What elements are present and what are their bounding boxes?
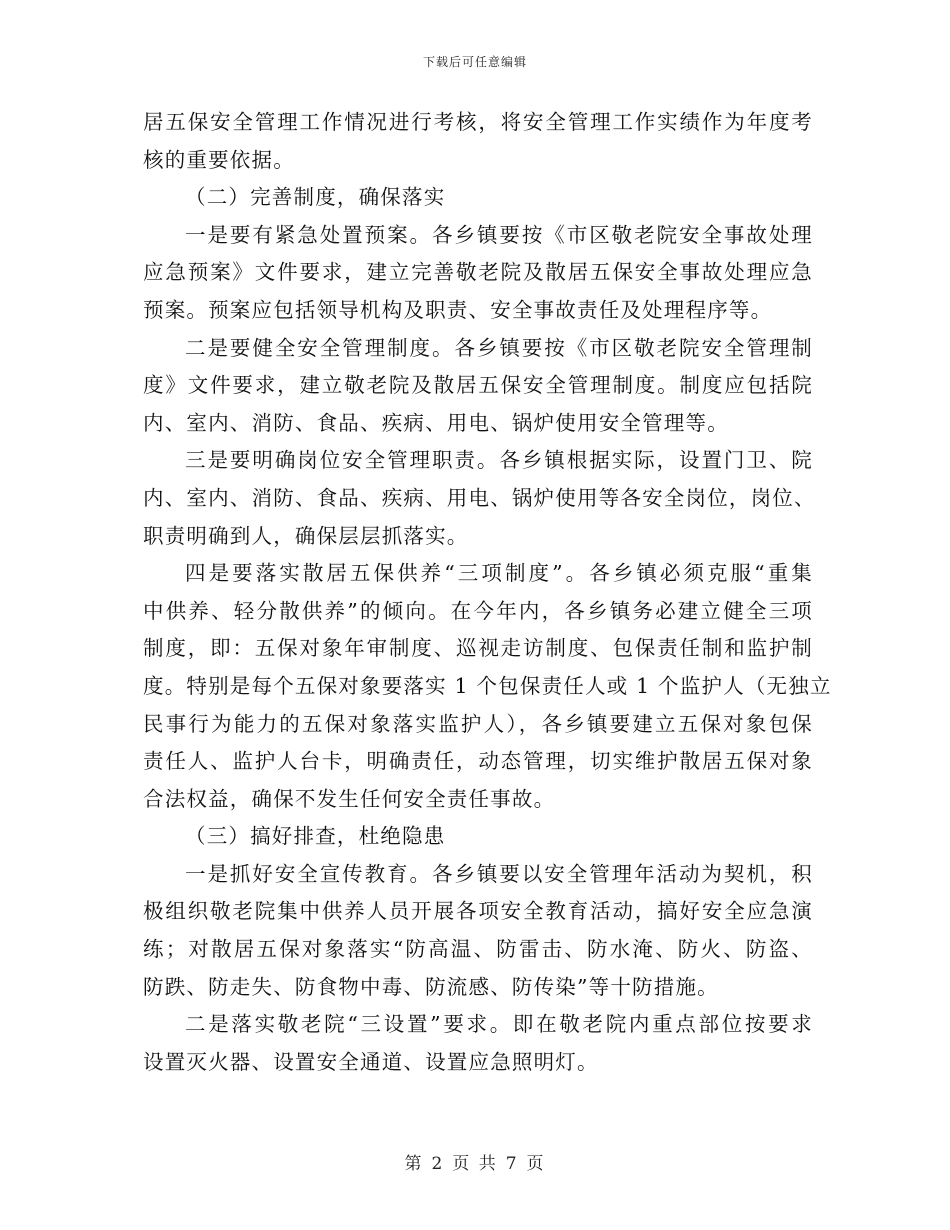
text-line: 民事行为能力的五保对象落实监护人），各乡镇要建立五保对象包保: [143, 711, 813, 736]
text-line: 三是要明确岗位安全管理职责。各乡镇根据实际，设置门卫、院: [185, 448, 813, 473]
page-header: 下载后可任意编辑: [422, 55, 527, 69]
text-line: 一是抓好安全宣传教育。各乡镇要以安全管理年活动为契机，积: [185, 861, 813, 886]
text-line: 职责明确到人，确保层层抓落实。: [143, 523, 469, 548]
text-line: 设置灭火器、设置安全通道、设置应急照明灯。: [143, 1049, 599, 1074]
text-line: 极组织敬老院集中供养人员开展各项安全教育活动，搞好安全应急演: [143, 899, 813, 924]
footer-middle: 页 共: [452, 1154, 498, 1174]
text-line: 一是要有紧急处置预案。各乡镇要按《市区敬老院安全事故处理: [185, 222, 813, 247]
text-line: 内、室内、消防、食品、疾病、用电、锅炉使用安全管理等。: [143, 410, 729, 435]
text-line: 二是落实敬老院“三设置”要求。即在敬老院内重点部位按要求: [185, 1012, 813, 1037]
text-line: 核的重要依据。: [143, 147, 295, 172]
text-line: 二是要健全安全管理制度。各乡镇要按《市区敬老院安全管理制: [185, 335, 813, 360]
text-line: （三）搞好排查，杜绝隐患: [185, 824, 446, 849]
text-line: 居五保安全管理工作情况进行考核，将安全管理工作实绩作为年度考: [143, 110, 813, 134]
text-line: 合法权益，确保不发生任何安全责任事故。: [143, 786, 556, 811]
text-line: （二）完善制度，确保落实: [185, 185, 446, 210]
document-body: [143, 104, 832, 1081]
text-line: 应急预案》文件要求，建立完善敬老院及散居五保安全事故处理应急: [143, 260, 813, 285]
text-line: 练；对散居五保对象落实“防高温、防雷击、防水淹、防火、防盗、: [143, 937, 813, 962]
text-line: 制度，即：五保对象年审制度、巡视走访制度、包保责任制和监护制: [143, 636, 813, 661]
text-line: 中供养、轻分散供养”的倾向。在今年内，各乡镇务必建立健全三项: [143, 598, 813, 623]
text-line: 内、室内、消防、食品、疾病、用电、锅炉使用等各安全岗位，岗位、: [143, 485, 816, 510]
page-footer: [0, 1153, 950, 1175]
total-pages-number: 7: [505, 1154, 519, 1174]
text-line: 责任人、监护人台卡，明确责任，动态管理，切实维护散居五保对象: [143, 749, 813, 774]
text-line: 度。特别是每个五保对象要落实 1 个包保责任人或 1 个监护人（无独立: [143, 673, 832, 698]
text-line: 防跌、防走失、防食物中毒、防流感、防传染”等十防措施。: [143, 974, 719, 999]
footer-suffix: 页: [526, 1154, 546, 1174]
current-page-number: 2: [431, 1154, 445, 1174]
text-line: 预案。预案应包括领导机构及职责、安全事故责任及处理程序等。: [143, 297, 773, 322]
footer-prefix: 第: [404, 1154, 424, 1174]
text-line: 四是要落实散居五保供养“三项制度”。各乡镇必须克服“重集: [185, 561, 813, 586]
text-line: 度》文件要求，建立敬老院及散居五保安全管理制度。制度应包括院: [143, 373, 813, 398]
